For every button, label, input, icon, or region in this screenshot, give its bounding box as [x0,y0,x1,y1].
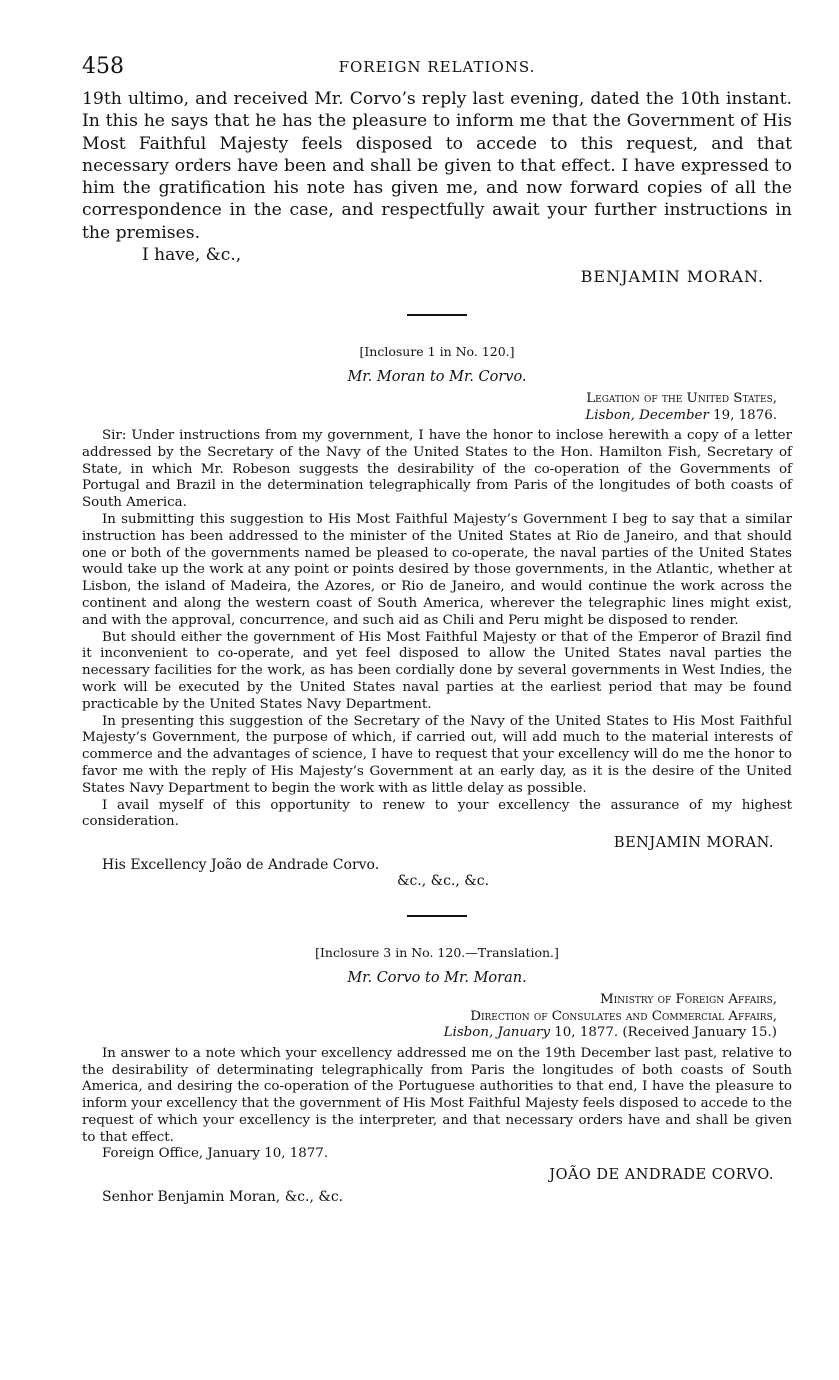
section-divider [407,915,467,917]
section-divider [407,314,467,316]
inclosure-1-signature: BENJAMIN MORAN. [613,835,774,852]
inclosure-1-address-line1: Legation of the United States, [586,391,777,407]
inclosure-1-address [82,391,777,424]
page-number: 458 [82,54,124,79]
inclosure-1-paragraph: I avail myself of this opportunity to renew to your excellency the assurance of my highest consideration. [82,797,792,830]
inclosure-1-address-place: Lisbon, December [585,407,709,423]
letter-signature: BENJAMIN MORAN. [580,267,764,287]
inclosure-3-label: [Inclosure 3 in No. 120.—Translation.] [315,945,559,961]
inclosure-3-addressee: Senhor Benjamin Moran, &c., &c. [102,1189,344,1206]
inclosure-3-address [82,992,777,1042]
inclosure-3-title: Mr. Corvo to Mr. Moran. [347,970,527,987]
letter-body: 19th ultimo, and received Mr. Corvo’s reply last evening, dated the 10th instant. In this he says that he has the pleasure to inform me that the Government of His Most Faithful Majesty feels disposed to accede to this request, and that necessary orders have been and shall be given to that effect. I have expressed to him the gratification his note has given me, and now forward copies of all the correspondence in the case, and respectfully await your further instructions in the premises. [82,89,792,243]
inclosure-3-paragraph: In answer to a note which your excellency addressed me on the 19th December last past, relative to the desirability of determinating telegraphically from Paris the longitudes of both coasts of South America, and desiring the co-operation of the Portuguese authorities to that end, I have the pleasure to inform your excellency that the government of His Most Faithful Majesty feels disposed to accede to the request of which your excellency is the interpreter, and that necessary orders have and shall be given to that effect. [82,1045,792,1145]
inclosure-3-address-place: Lisbon, January [443,1025,551,1041]
inclosure-3-place-date: Foreign Office, January 10, 1877. [102,1146,329,1162]
inclosure-1-label: [Inclosure 1 in No. 120.] [359,344,515,360]
inclosure-3-address-line2: Direction of Consulates and Commercial Affairs, [470,1008,777,1024]
document-page [82,54,792,1205]
inclosure-1-paragraph: In submitting this suggestion to His Most Faithful Majesty’s Government I beg to say that a similar instruction has been addressed to the minister of the United States at Rio de Janeiro, and that should one or both of the governments named be pleased to co-operate, the naval parties of the United States would take up the work at any point or points desired by those governments, in the Atlantic, whether at Lisbon, the island of Madeira, the Azores, or Rio de Janeiro, and would continue the work across the continent and along the western coast of South America, wherever the telegraphic lines might exist, and with the approval, concurrence, and such aid as Chili and Peru might be disposed to render. [82,512,792,628]
inclosure-1-paragraph: But should either the government of His Most Faithful Majesty or that of the Emperor of Brazil find it inconvenient to co-operate, and yet feel disposed to allow the United States naval parties the necessary facilities for the work, as has been cordially done by several governments in West Indies, the work will be executed by the United States naval parties at the earliest period that may be found practicable by the United States Navy Department. [82,629,792,712]
inclosure-1-title: Mr. Moran to Mr. Corvo. [347,369,527,386]
inclosure-1-etc: &c., &c., &c. [397,873,490,890]
inclosure-1-addressee: His Excellency João de Andrade Corvo. [102,857,380,874]
inclosure-1-address-date: 19, 1876. [708,407,777,423]
inclosure-1-paragraph: Sir: Under instructions from my government, I have the honor to inclose herewith a copy of a letter addressed by the Secretary of the Navy of the United States to the Hon. Hamilton Fish, Secretary of State, in which Mr. Robeson suggests the desirability of the co-operation of the Governments of Portugal and Brazil in the determination telegraphically from Paris of the longitudes of both coasts of South America. [82,428,792,511]
inclosure-3-signature: JOÃO DE ANDRADE CORVO. [549,1167,774,1184]
letter-closing: I have, &c., [142,245,242,266]
inclosure-3-address-date: 10, 1877. (Received January 15.) [550,1025,777,1041]
inclosure-1-paragraph: In presenting this suggestion of the Secretary of the Navy of the United States to His Most Faithful Majesty’s Government, the purpose of which, if carried out, will add much to the material interests of commerce and the advantages of science, I have to request that your excellency will do me the honor to favor me with the reply of His Majesty’s Government at an early day, as it is the desire of the United States Navy Department to begin the work with as little delay as possible. [82,713,792,796]
inclosure-3-address-line1: Ministry of Foreign Affairs, [600,992,777,1008]
page-header [82,54,792,84]
running-title: FOREIGN RELATIONS. [338,58,536,76]
